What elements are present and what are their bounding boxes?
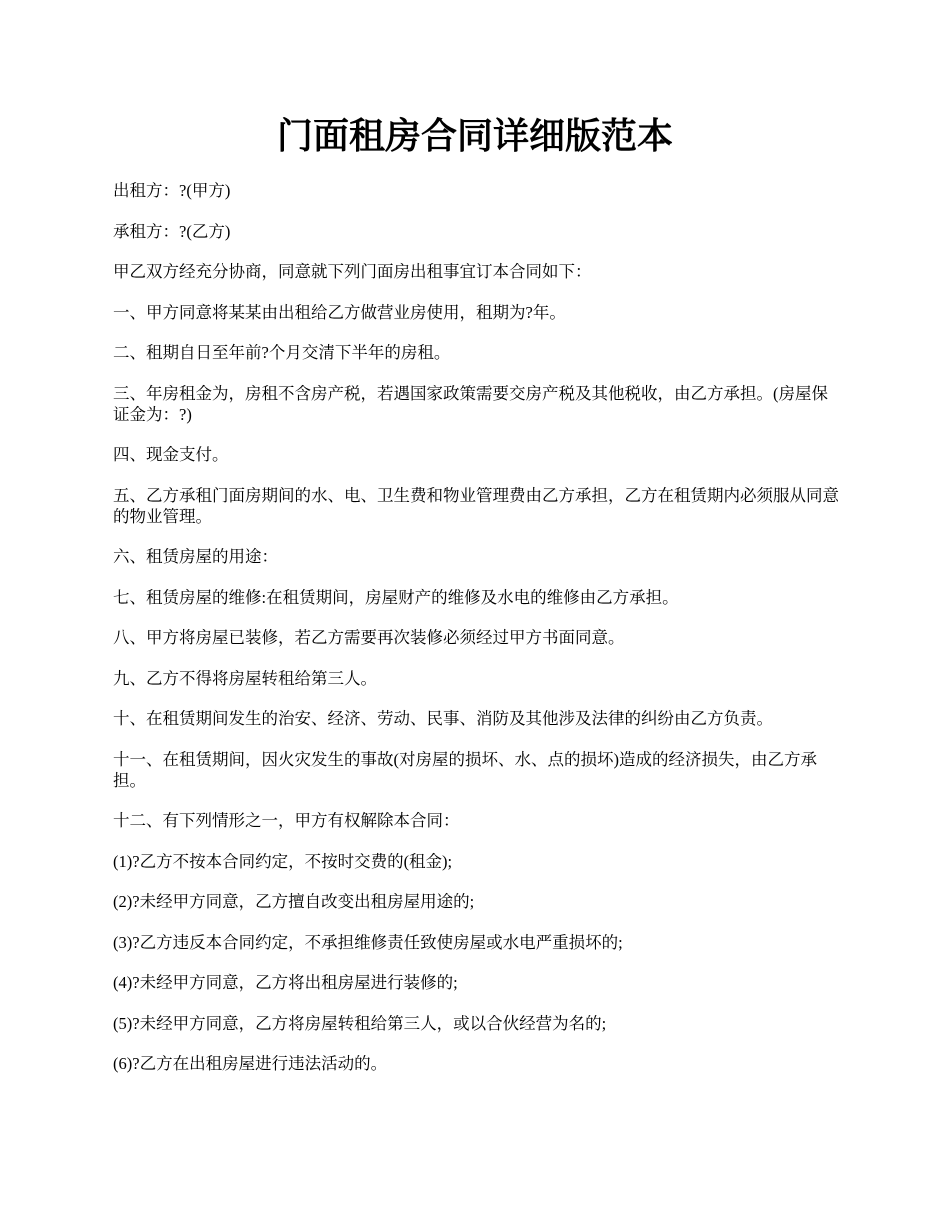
- clause-10: 十、在租赁期间发生的治安、经济、劳动、民事、消防及其他涉及法律的纠纷由乙方负责。: [113, 709, 773, 728]
- clause-8: 八、甲方将房屋已装修，若乙方需要再次装修必须经过甲方书面同意。: [113, 628, 625, 647]
- termination-item-5: (5)?未经甲方同意，乙方将房屋转租给第三人，或以合伙经营为名的;: [113, 1013, 607, 1033]
- clause-9: 九、乙方不得将房屋转租给第三人。: [113, 668, 377, 688]
- document-title: 门面租房合同详细版范本: [276, 116, 673, 156]
- clause-11: 十一、在租赁期间，因火灾发生的事故(对房屋的损坏、水、点的损坏)造成的经济损失，由乙方承担。: [113, 749, 817, 790]
- clause-7: 七、租赁房屋的维修:在租赁期间，房屋财产的维修及水电的维修由乙方承担。: [113, 587, 679, 607]
- clause-2: 二、租期自日至年前?个月交清下半年的房租。: [113, 343, 451, 362]
- clause-1: 一、甲方同意将某某由出租给乙方做营业房使用，租期为?年。: [113, 302, 566, 322]
- termination-item-1: (1)?乙方不按本合同约定，不按时交费的(租金);: [113, 851, 453, 871]
- clause-4: 四、现金支付。: [113, 445, 229, 464]
- paragraph-lessee: 承租方：?(乙方): [113, 221, 231, 241]
- clause-5: 五、乙方承租门面房期间的水、电、卫生费和物业管理费由乙方承担，乙方在租赁期内必须服从同意的物业管理。: [113, 485, 839, 526]
- document-body: [113, 180, 843, 1094]
- clause-12: 十二、有下列情形之一，甲方有权解除本合同：: [113, 811, 460, 830]
- termination-item-4: (4)?未经甲方同意，乙方将出租房屋进行装修的;: [113, 973, 458, 992]
- termination-item-6: (6)?乙方在出租房屋进行违法活动的。: [113, 1054, 388, 1073]
- paragraph-preamble: 甲乙双方经充分协商，同意就下列门面房出租事宜订本合同如下：: [113, 262, 592, 281]
- clause-6: 六、租赁房屋的用途：: [113, 547, 278, 566]
- clause-3: 三、年房租金为，房租不含房产税，若遇国家政策需要交房产税及其他税收，由乙方承担。(房屋保证金为：?): [113, 383, 828, 424]
- termination-item-2: (2)?未经甲方同意，乙方擅自改变出租房屋用途的;: [113, 892, 475, 911]
- termination-item-3: (3)?乙方违反本合同约定，不承担维修责任致使房屋或水电严重损坏的;: [113, 932, 623, 952]
- paragraph-lessor: 出租方：?(甲方): [113, 181, 231, 200]
